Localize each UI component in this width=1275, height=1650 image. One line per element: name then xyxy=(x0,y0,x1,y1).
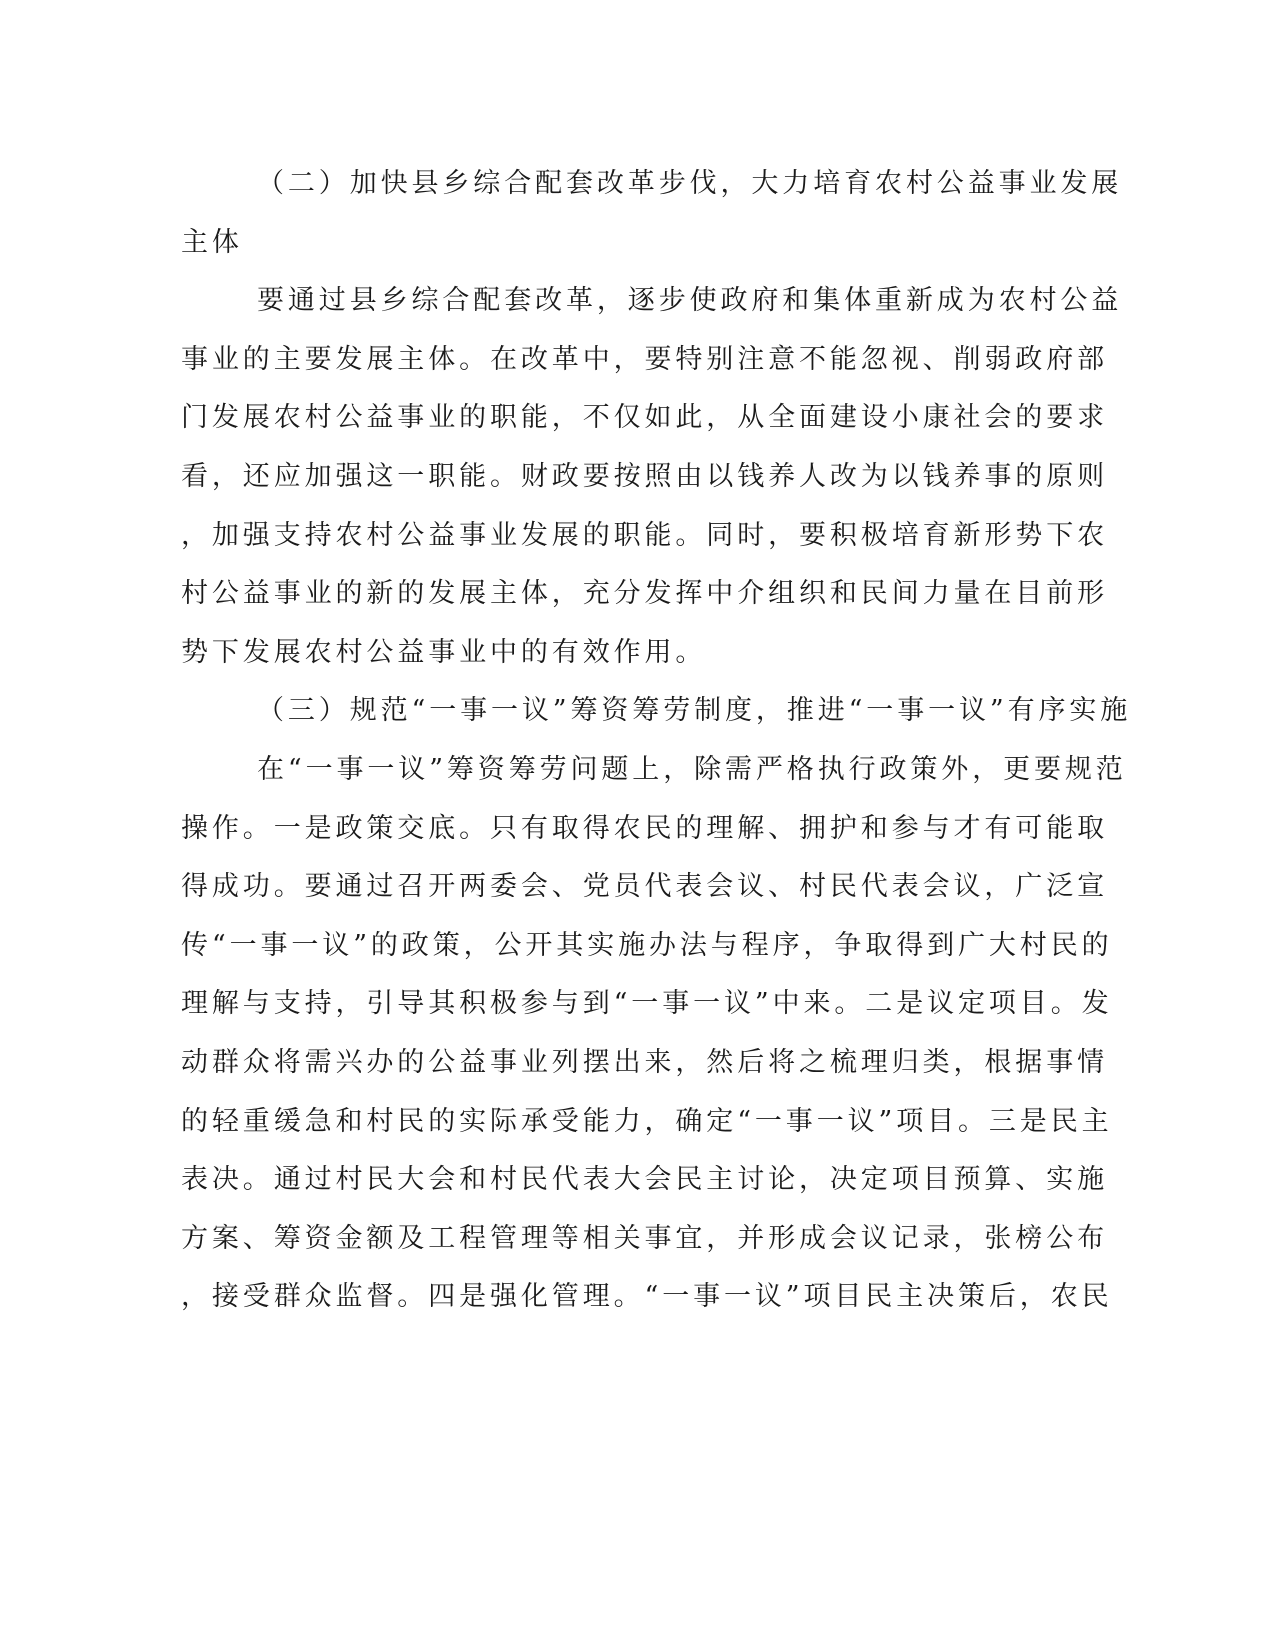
paragraph-line: 得成功。要通过召开两委会、党员代表会议、村民代表会议，广泛宣 xyxy=(181,871,1108,903)
paragraph-line: 方案、筹资金额及工程管理等相关事宜，并形成会议记录，张榜公布 xyxy=(181,1222,1108,1254)
paragraph-line: 理解与支持，引导其积极参与到“一事一议”中来。二是议定项目。发 xyxy=(181,988,1113,1020)
paragraph-line: 事业的主要发展主体。在改革中，要特别注意不能忽视、削弱政府部 xyxy=(181,343,1108,375)
paragraph-line: ，接受群众监督。四是强化管理。“一事一议”项目民主决策后，农民 xyxy=(181,1281,1113,1313)
section-heading-3: （三）规范“一事一议”筹资筹劳制度，推进“一事一议”有序实施 xyxy=(257,695,1132,727)
section-heading-2-continued: 主体 xyxy=(181,226,243,258)
section-heading-2: （二）加快县乡综合配套改革步伐，大力培育农村公益事业发展 xyxy=(257,168,1123,199)
paragraph-line: 门发展农村公益事业的职能，不仅如此，从全面建设小康社会的要求 xyxy=(181,402,1108,434)
paragraph-line: 在“一事一议”筹资筹劳问题上，除需严格执行政策外，更要规范 xyxy=(257,753,1127,785)
paragraph-line: 看，还应加强这一职能。财政要按照由以钱养人改为以钱养事的原则 xyxy=(181,460,1108,492)
paragraph-line: 操作。一是政策交底。只有取得农民的理解、拥护和参与才有可能取 xyxy=(181,812,1108,844)
paragraph-line: 传“一事一议”的政策，公开其实施办法与程序，争取得到广大村民的 xyxy=(181,929,1113,961)
paragraph-line: 的轻重缓急和村民的实际承受能力，确定“一事一议”项目。三是民主 xyxy=(181,1105,1113,1137)
paragraph-line: 动群众将需兴办的公益事业列摆出来，然后将之梳理归类，根据事情 xyxy=(181,1046,1108,1078)
paragraph-line: 要通过县乡综合配套改革，逐步使政府和集体重新成为农村公益 xyxy=(257,285,1123,317)
paragraph-line: ，加强支持农村公益事业发展的职能。同时，要积极培育新形势下农 xyxy=(181,519,1108,551)
paragraph-line: 村公益事业的新的发展主体，充分发挥中介组织和民间力量在目前形 xyxy=(181,578,1108,610)
paragraph-line: 势下发展农村公益事业中的有效作用。 xyxy=(181,636,707,668)
document-body xyxy=(181,155,1132,1327)
paragraph-line: 表决。通过村民大会和村民代表大会民主讨论，决定项目预算、实施 xyxy=(181,1164,1108,1196)
